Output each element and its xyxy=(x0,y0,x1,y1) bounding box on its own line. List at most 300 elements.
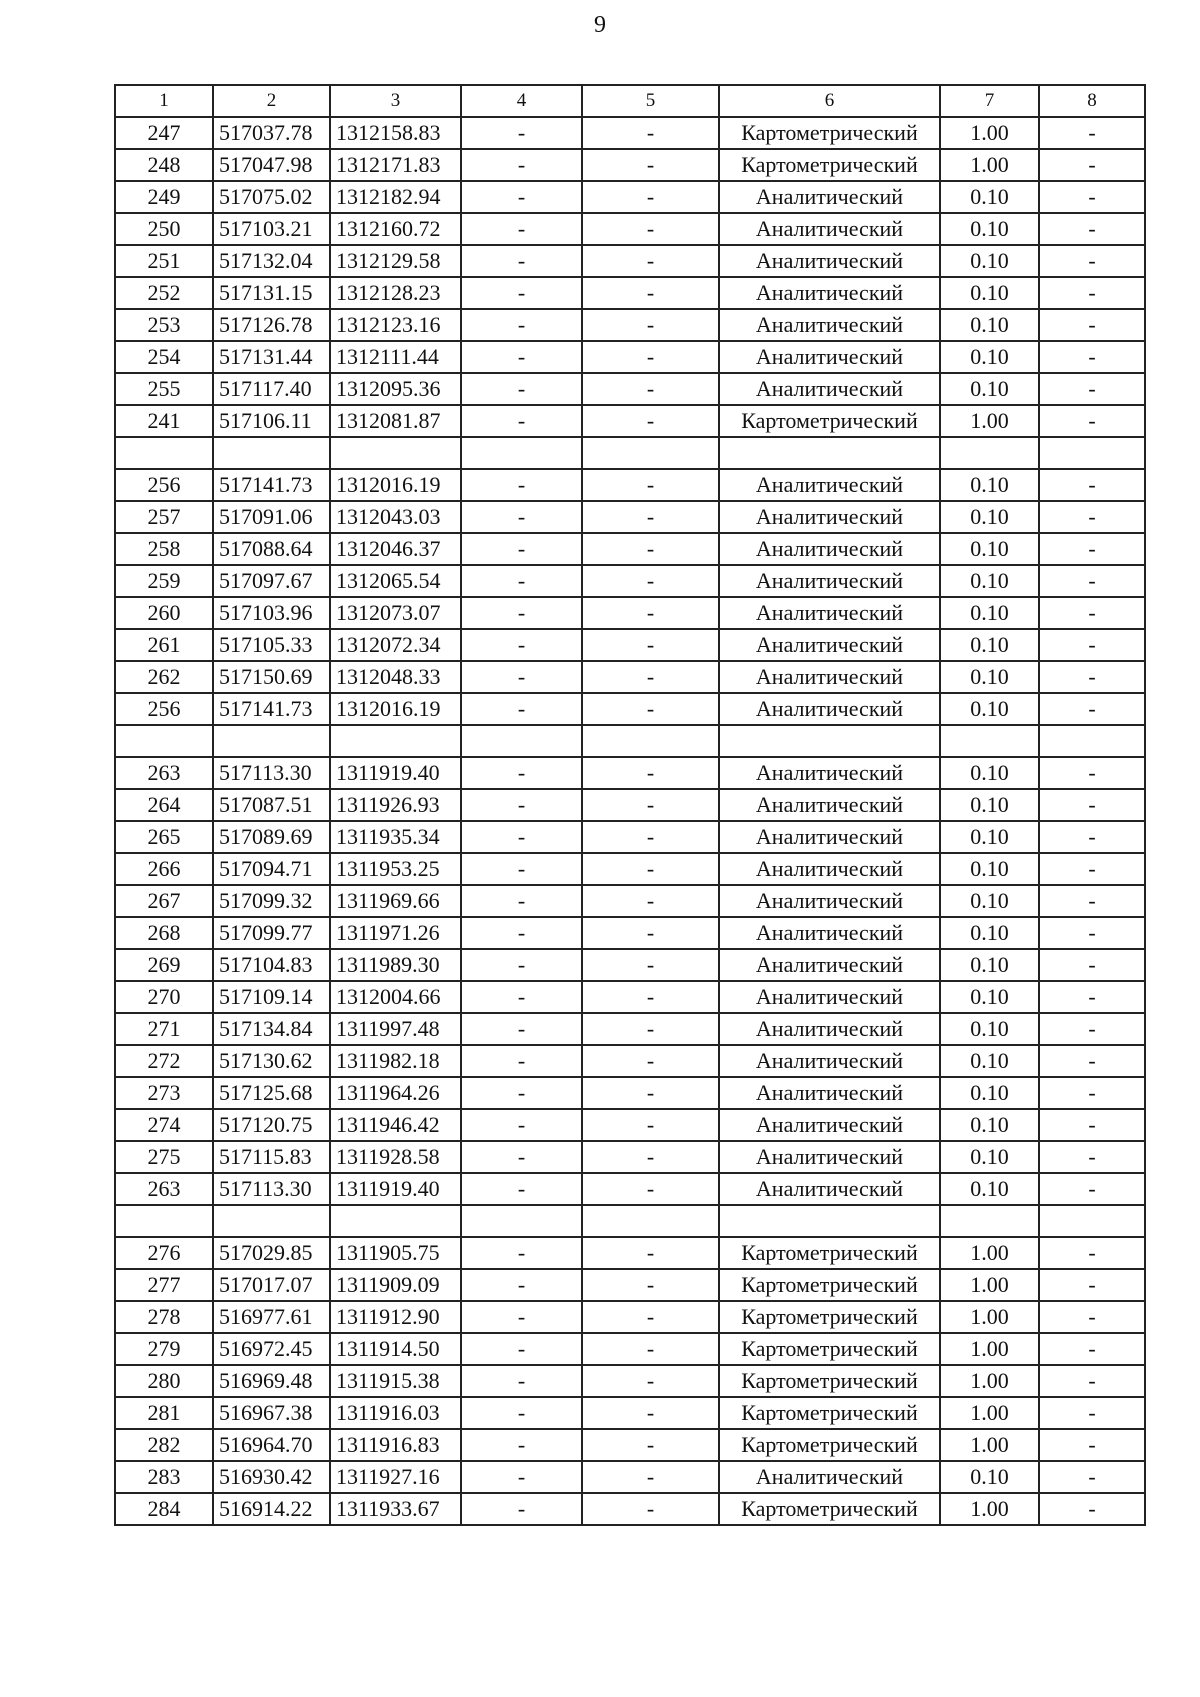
col-8-cell: - xyxy=(1039,149,1145,181)
col-4-cell: - xyxy=(461,245,582,277)
col-8-cell: - xyxy=(1039,1141,1145,1173)
col-8-cell: - xyxy=(1039,341,1145,373)
method-cell: Картометрический xyxy=(719,1237,940,1269)
table-row xyxy=(115,949,1145,981)
col-4-cell: - xyxy=(461,1237,582,1269)
y-coordinate-cell: 1311916.03 xyxy=(330,1397,461,1429)
x-coordinate-cell: 517117.40 xyxy=(213,373,330,405)
x-coordinate-cell xyxy=(213,1205,330,1237)
col-4-cell: - xyxy=(461,1269,582,1301)
col-4-cell: - xyxy=(461,1141,582,1173)
method-cell: Аналитический xyxy=(719,245,940,277)
table-row xyxy=(115,149,1145,181)
y-coordinate-cell: 1311935.34 xyxy=(330,821,461,853)
table-row xyxy=(115,1045,1145,1077)
col-5-cell: - xyxy=(582,181,719,213)
x-coordinate-cell: 517109.14 xyxy=(213,981,330,1013)
y-coordinate-cell: 1312004.66 xyxy=(330,981,461,1013)
x-coordinate-cell: 517099.32 xyxy=(213,885,330,917)
method-cell: Аналитический xyxy=(719,309,940,341)
col-5-cell: - xyxy=(582,1141,719,1173)
method-cell xyxy=(719,437,940,469)
point-number-cell: 261 xyxy=(115,629,213,661)
method-cell: Картометрический xyxy=(719,1301,940,1333)
accuracy-cell: 0.10 xyxy=(940,213,1039,245)
accuracy-cell: 1.00 xyxy=(940,1493,1039,1525)
y-coordinate-cell: 1312182.94 xyxy=(330,181,461,213)
header-cell-3: 3 xyxy=(330,85,461,117)
x-coordinate-cell: 517113.30 xyxy=(213,757,330,789)
table-row xyxy=(115,597,1145,629)
table-row xyxy=(115,1077,1145,1109)
col-5-cell: - xyxy=(582,1045,719,1077)
accuracy-cell: 0.10 xyxy=(940,821,1039,853)
col-4-cell: - xyxy=(461,117,582,149)
col-4-cell: - xyxy=(461,661,582,693)
x-coordinate-cell xyxy=(213,437,330,469)
point-number-cell: 273 xyxy=(115,1077,213,1109)
col-4-cell: - xyxy=(461,629,582,661)
point-number-cell: 247 xyxy=(115,117,213,149)
separator-row xyxy=(115,1205,1145,1237)
header-cell-5: 5 xyxy=(582,85,719,117)
accuracy-cell: 0.10 xyxy=(940,853,1039,885)
table-row xyxy=(115,1301,1145,1333)
col-8-cell: - xyxy=(1039,533,1145,565)
col-8-cell: - xyxy=(1039,981,1145,1013)
col-8-cell: - xyxy=(1039,117,1145,149)
table-row xyxy=(115,1013,1145,1045)
x-coordinate-cell: 517120.75 xyxy=(213,1109,330,1141)
col-4-cell: - xyxy=(461,597,582,629)
accuracy-cell: 0.10 xyxy=(940,693,1039,725)
col-8-cell: - xyxy=(1039,405,1145,437)
col-5-cell: - xyxy=(582,1461,719,1493)
x-coordinate-cell: 517106.11 xyxy=(213,405,330,437)
col-8-cell: - xyxy=(1039,1461,1145,1493)
col-8-cell: - xyxy=(1039,1173,1145,1205)
method-cell: Аналитический xyxy=(719,629,940,661)
x-coordinate-cell: 517141.73 xyxy=(213,469,330,501)
point-number-cell: 277 xyxy=(115,1269,213,1301)
y-coordinate-cell: 1312016.19 xyxy=(330,469,461,501)
method-cell: Аналитический xyxy=(719,1077,940,1109)
x-coordinate-cell: 517087.51 xyxy=(213,789,330,821)
col-8-cell: - xyxy=(1039,821,1145,853)
col-8-cell: - xyxy=(1039,1397,1145,1429)
col-8-cell: - xyxy=(1039,1109,1145,1141)
method-cell: Аналитический xyxy=(719,757,940,789)
header-cell-8: 8 xyxy=(1039,85,1145,117)
col-5-cell: - xyxy=(582,1173,719,1205)
table-row xyxy=(115,1141,1145,1173)
point-number-cell: 254 xyxy=(115,341,213,373)
y-coordinate-cell: 1311919.40 xyxy=(330,757,461,789)
header-cell-7: 7 xyxy=(940,85,1039,117)
y-coordinate-cell: 1312046.37 xyxy=(330,533,461,565)
point-number-cell: 241 xyxy=(115,405,213,437)
x-coordinate-cell: 516914.22 xyxy=(213,1493,330,1525)
col-5-cell: - xyxy=(582,1109,719,1141)
x-coordinate-cell: 517132.04 xyxy=(213,245,330,277)
col-8-cell: - xyxy=(1039,309,1145,341)
accuracy-cell: 0.10 xyxy=(940,1013,1039,1045)
accuracy-cell: 1.00 xyxy=(940,1429,1039,1461)
col-4-cell: - xyxy=(461,1173,582,1205)
col-5-cell: - xyxy=(582,469,719,501)
table-row xyxy=(115,1333,1145,1365)
col-4-cell: - xyxy=(461,213,582,245)
method-cell: Аналитический xyxy=(719,661,940,693)
col-5-cell: - xyxy=(582,1077,719,1109)
accuracy-cell: 0.10 xyxy=(940,885,1039,917)
col-5-cell: - xyxy=(582,245,719,277)
col-5-cell: - xyxy=(582,949,719,981)
col-5-cell: - xyxy=(582,1237,719,1269)
x-coordinate-cell: 517105.33 xyxy=(213,629,330,661)
point-number-cell: 283 xyxy=(115,1461,213,1493)
y-coordinate-cell: 1312048.33 xyxy=(330,661,461,693)
method-cell: Аналитический xyxy=(719,501,940,533)
y-coordinate-cell: 1312016.19 xyxy=(330,693,461,725)
point-number-cell: 263 xyxy=(115,1173,213,1205)
table-row xyxy=(115,565,1145,597)
col-8-cell: - xyxy=(1039,789,1145,821)
accuracy-cell: 0.10 xyxy=(940,1077,1039,1109)
accuracy-cell: 0.10 xyxy=(940,1141,1039,1173)
col-5-cell: - xyxy=(582,981,719,1013)
method-cell: Картометрический xyxy=(719,1493,940,1525)
x-coordinate-cell: 516930.42 xyxy=(213,1461,330,1493)
method-cell: Аналитический xyxy=(719,277,940,309)
col-5-cell: - xyxy=(582,1365,719,1397)
point-number-cell: 256 xyxy=(115,469,213,501)
col-4-cell xyxy=(461,437,582,469)
accuracy-cell: 0.10 xyxy=(940,629,1039,661)
col-5-cell: - xyxy=(582,1333,719,1365)
col-4-cell: - xyxy=(461,1077,582,1109)
point-number-cell xyxy=(115,437,213,469)
col-4-cell: - xyxy=(461,981,582,1013)
header-cell-2: 2 xyxy=(213,85,330,117)
col-5-cell: - xyxy=(582,917,719,949)
point-number-cell: 278 xyxy=(115,1301,213,1333)
col-8-cell: - xyxy=(1039,1077,1145,1109)
col-8-cell: - xyxy=(1039,629,1145,661)
col-4-cell: - xyxy=(461,1397,582,1429)
y-coordinate-cell: 1311915.38 xyxy=(330,1365,461,1397)
coordinates-table xyxy=(114,84,1146,1526)
col-4-cell: - xyxy=(461,1013,582,1045)
method-cell: Аналитический xyxy=(719,821,940,853)
col-8-cell: - xyxy=(1039,949,1145,981)
x-coordinate-cell: 517115.83 xyxy=(213,1141,330,1173)
x-coordinate-cell: 516967.38 xyxy=(213,1397,330,1429)
col-4-cell: - xyxy=(461,1045,582,1077)
table-row xyxy=(115,661,1145,693)
x-coordinate-cell: 517130.62 xyxy=(213,1045,330,1077)
x-coordinate-cell: 517094.71 xyxy=(213,853,330,885)
point-number-cell: 257 xyxy=(115,501,213,533)
col-5-cell: - xyxy=(582,1397,719,1429)
x-coordinate-cell: 517104.83 xyxy=(213,949,330,981)
accuracy-cell: 0.10 xyxy=(940,949,1039,981)
col-5-cell: - xyxy=(582,1013,719,1045)
x-coordinate-cell: 517088.64 xyxy=(213,533,330,565)
col-4-cell: - xyxy=(461,149,582,181)
method-cell: Аналитический xyxy=(719,1461,940,1493)
col-5-cell xyxy=(582,437,719,469)
y-coordinate-cell: 1311971.26 xyxy=(330,917,461,949)
point-number-cell: 269 xyxy=(115,949,213,981)
col-4-cell: - xyxy=(461,789,582,821)
col-5-cell: - xyxy=(582,821,719,853)
method-cell: Аналитический xyxy=(719,1173,940,1205)
point-number-cell xyxy=(115,1205,213,1237)
col-8-cell: - xyxy=(1039,917,1145,949)
point-number-cell: 276 xyxy=(115,1237,213,1269)
accuracy-cell: 0.10 xyxy=(940,373,1039,405)
table-row xyxy=(115,1109,1145,1141)
point-number-cell: 284 xyxy=(115,1493,213,1525)
y-coordinate-cell: 1311989.30 xyxy=(330,949,461,981)
table-row xyxy=(115,629,1145,661)
accuracy-cell: 0.10 xyxy=(940,661,1039,693)
y-coordinate-cell: 1311982.18 xyxy=(330,1045,461,1077)
y-coordinate-cell: 1312129.58 xyxy=(330,245,461,277)
y-coordinate-cell: 1311926.93 xyxy=(330,789,461,821)
method-cell: Аналитический xyxy=(719,789,940,821)
x-coordinate-cell: 516972.45 xyxy=(213,1333,330,1365)
col-8-cell: - xyxy=(1039,1493,1145,1525)
x-coordinate-cell: 517091.06 xyxy=(213,501,330,533)
y-coordinate-cell: 1312160.72 xyxy=(330,213,461,245)
method-cell: Аналитический xyxy=(719,1013,940,1045)
col-4-cell: - xyxy=(461,1333,582,1365)
table-row xyxy=(115,117,1145,149)
accuracy-cell: 1.00 xyxy=(940,1301,1039,1333)
x-coordinate-cell: 517103.21 xyxy=(213,213,330,245)
y-coordinate-cell: 1312158.83 xyxy=(330,117,461,149)
method-cell: Аналитический xyxy=(719,693,940,725)
x-coordinate-cell: 517097.67 xyxy=(213,565,330,597)
x-coordinate-cell: 517075.02 xyxy=(213,181,330,213)
col-4-cell: - xyxy=(461,1109,582,1141)
accuracy-cell: 0.10 xyxy=(940,757,1039,789)
point-number-cell: 256 xyxy=(115,693,213,725)
col-8-cell: - xyxy=(1039,1429,1145,1461)
accuracy-cell: 1.00 xyxy=(940,1365,1039,1397)
accuracy-cell xyxy=(940,725,1039,757)
col-5-cell: - xyxy=(582,1493,719,1525)
accuracy-cell xyxy=(940,437,1039,469)
col-4-cell: - xyxy=(461,885,582,917)
col-4-cell: - xyxy=(461,949,582,981)
method-cell: Аналитический xyxy=(719,181,940,213)
method-cell: Аналитический xyxy=(719,853,940,885)
point-number-cell: 268 xyxy=(115,917,213,949)
col-5-cell: - xyxy=(582,373,719,405)
col-4-cell: - xyxy=(461,309,582,341)
col-8-cell: - xyxy=(1039,1333,1145,1365)
point-number-cell: 250 xyxy=(115,213,213,245)
table-row xyxy=(115,853,1145,885)
accuracy-cell: 0.10 xyxy=(940,469,1039,501)
method-cell: Картометрический xyxy=(719,405,940,437)
y-coordinate-cell: 1311912.90 xyxy=(330,1301,461,1333)
x-coordinate-cell: 516964.70 xyxy=(213,1429,330,1461)
header-cell-4: 4 xyxy=(461,85,582,117)
col-8-cell: - xyxy=(1039,1045,1145,1077)
table-row xyxy=(115,693,1145,725)
point-number-cell: 272 xyxy=(115,1045,213,1077)
point-number-cell: 251 xyxy=(115,245,213,277)
method-cell: Аналитический xyxy=(719,917,940,949)
table-row xyxy=(115,533,1145,565)
y-coordinate-cell: 1311953.25 xyxy=(330,853,461,885)
col-5-cell: - xyxy=(582,117,719,149)
table-row xyxy=(115,309,1145,341)
accuracy-cell: 0.10 xyxy=(940,1173,1039,1205)
point-number-cell: 264 xyxy=(115,789,213,821)
accuracy-cell: 0.10 xyxy=(940,181,1039,213)
y-coordinate-cell: 1312043.03 xyxy=(330,501,461,533)
y-coordinate-cell: 1311997.48 xyxy=(330,1013,461,1045)
table-row xyxy=(115,501,1145,533)
method-cell: Аналитический xyxy=(719,981,940,1013)
col-5-cell: - xyxy=(582,213,719,245)
col-4-cell: - xyxy=(461,533,582,565)
method-cell: Аналитический xyxy=(719,469,940,501)
method-cell: Аналитический xyxy=(719,1045,940,1077)
point-number-cell: 275 xyxy=(115,1141,213,1173)
table-row xyxy=(115,181,1145,213)
col-4-cell: - xyxy=(461,1429,582,1461)
col-8-cell: - xyxy=(1039,693,1145,725)
x-coordinate-cell: 517131.15 xyxy=(213,277,330,309)
method-cell: Картометрический xyxy=(719,117,940,149)
accuracy-cell: 0.10 xyxy=(940,309,1039,341)
col-4-cell: - xyxy=(461,1493,582,1525)
col-5-cell xyxy=(582,1205,719,1237)
page-number: 9 xyxy=(594,12,606,38)
method-cell: Аналитический xyxy=(719,949,940,981)
col-8-cell xyxy=(1039,437,1145,469)
accuracy-cell: 1.00 xyxy=(940,1269,1039,1301)
method-cell: Аналитический xyxy=(719,213,940,245)
method-cell: Аналитический xyxy=(719,565,940,597)
accuracy-cell: 0.10 xyxy=(940,1461,1039,1493)
method-cell: Аналитический xyxy=(719,533,940,565)
point-number-cell xyxy=(115,725,213,757)
col-4-cell: - xyxy=(461,181,582,213)
col-5-cell: - xyxy=(582,1301,719,1333)
table-row xyxy=(115,1365,1145,1397)
table-row xyxy=(115,789,1145,821)
col-8-cell: - xyxy=(1039,469,1145,501)
col-8-cell: - xyxy=(1039,1237,1145,1269)
table-row xyxy=(115,1269,1145,1301)
table-row xyxy=(115,469,1145,501)
table-row xyxy=(115,277,1145,309)
col-8-cell: - xyxy=(1039,1301,1145,1333)
header-cell-6: 6 xyxy=(719,85,940,117)
y-coordinate-cell: 1311919.40 xyxy=(330,1173,461,1205)
col-4-cell: - xyxy=(461,565,582,597)
table-row xyxy=(115,1493,1145,1525)
point-number-cell: 259 xyxy=(115,565,213,597)
x-coordinate-cell: 516977.61 xyxy=(213,1301,330,1333)
separator-row xyxy=(115,725,1145,757)
y-coordinate-cell: 1311964.26 xyxy=(330,1077,461,1109)
point-number-cell: 279 xyxy=(115,1333,213,1365)
point-number-cell: 271 xyxy=(115,1013,213,1045)
col-8-cell: - xyxy=(1039,885,1145,917)
point-number-cell: 265 xyxy=(115,821,213,853)
col-4-cell xyxy=(461,1205,582,1237)
col-8-cell: - xyxy=(1039,277,1145,309)
col-5-cell: - xyxy=(582,1429,719,1461)
col-5-cell: - xyxy=(582,661,719,693)
method-cell: Аналитический xyxy=(719,1109,940,1141)
x-coordinate-cell: 517029.85 xyxy=(213,1237,330,1269)
method-cell xyxy=(719,725,940,757)
table-row xyxy=(115,981,1145,1013)
y-coordinate-cell: 1311905.75 xyxy=(330,1237,461,1269)
y-coordinate-cell: 1311916.83 xyxy=(330,1429,461,1461)
table-row xyxy=(115,757,1145,789)
accuracy-cell: 0.10 xyxy=(940,597,1039,629)
table-row xyxy=(115,1461,1145,1493)
table-row xyxy=(115,245,1145,277)
col-4-cell: - xyxy=(461,341,582,373)
accuracy-cell: 0.10 xyxy=(940,789,1039,821)
col-8-cell: - xyxy=(1039,1269,1145,1301)
col-5-cell: - xyxy=(582,501,719,533)
y-coordinate-cell xyxy=(330,437,461,469)
col-8-cell: - xyxy=(1039,757,1145,789)
point-number-cell: 252 xyxy=(115,277,213,309)
col-4-cell: - xyxy=(461,277,582,309)
col-4-cell: - xyxy=(461,373,582,405)
method-cell: Аналитический xyxy=(719,1141,940,1173)
table-body xyxy=(115,85,1145,1525)
y-coordinate-cell: 1312081.87 xyxy=(330,405,461,437)
table-row xyxy=(115,1173,1145,1205)
method-cell: Аналитический xyxy=(719,597,940,629)
point-number-cell: 282 xyxy=(115,1429,213,1461)
accuracy-cell: 1.00 xyxy=(940,117,1039,149)
table-row xyxy=(115,885,1145,917)
col-5-cell: - xyxy=(582,597,719,629)
col-8-cell xyxy=(1039,725,1145,757)
y-coordinate-cell: 1311927.16 xyxy=(330,1461,461,1493)
col-4-cell: - xyxy=(461,469,582,501)
col-4-cell: - xyxy=(461,853,582,885)
y-coordinate-cell: 1312123.16 xyxy=(330,309,461,341)
point-number-cell: 248 xyxy=(115,149,213,181)
col-5-cell: - xyxy=(582,533,719,565)
accuracy-cell: 0.10 xyxy=(940,981,1039,1013)
col-8-cell: - xyxy=(1039,565,1145,597)
x-coordinate-cell: 517131.44 xyxy=(213,341,330,373)
col-5-cell: - xyxy=(582,757,719,789)
col-5-cell: - xyxy=(582,309,719,341)
x-coordinate-cell: 516969.48 xyxy=(213,1365,330,1397)
x-coordinate-cell: 517103.96 xyxy=(213,597,330,629)
x-coordinate-cell: 517134.84 xyxy=(213,1013,330,1045)
method-cell: Картометрический xyxy=(719,1333,940,1365)
